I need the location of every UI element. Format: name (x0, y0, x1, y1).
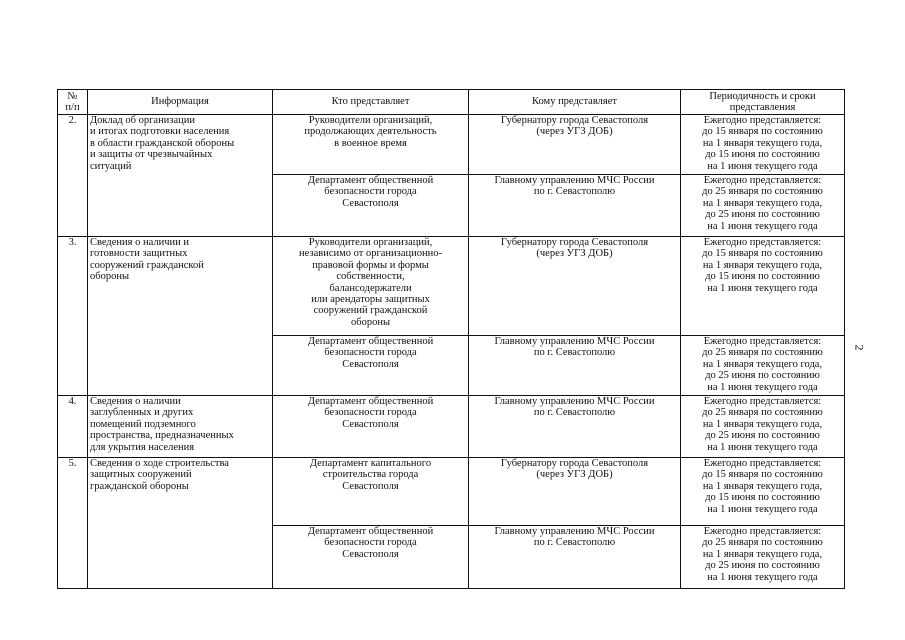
whom-line: Губернатору города Севастополя (500, 237, 649, 248)
whom-line: по г. Севастополю (533, 186, 616, 198)
whom-cell (469, 458, 681, 526)
period-line: до 15 января по состоянию (702, 248, 823, 260)
period-line: Ежегодно представляется: (703, 115, 822, 126)
who-line: собственности, (336, 271, 405, 283)
table-body (58, 115, 845, 589)
who-cell (273, 336, 469, 396)
who-cell (273, 115, 469, 175)
row-number: 4. (58, 396, 88, 458)
info-line: помещений подземного (90, 418, 196, 430)
period-line: на 1 января текущего года, (702, 259, 823, 271)
who-line: Департамент общественной (307, 336, 434, 347)
whom-line: (через УГЗ ДОБ) (536, 126, 613, 138)
period-cell (681, 458, 845, 526)
period-line: до 15 января по состоянию (702, 126, 823, 138)
whom-cell (469, 237, 681, 336)
header-row (58, 90, 845, 115)
who-line: Департамент общественной (307, 396, 434, 407)
period-line: на 1 января текущего года, (702, 548, 823, 560)
who-line: безопасности города (324, 537, 417, 549)
period-line: на 1 января текущего года, (702, 480, 823, 492)
info-line: Сведения о ходе строительства (90, 458, 229, 469)
table-row (58, 396, 845, 458)
who-cell (273, 458, 469, 526)
whom-cell (469, 175, 681, 237)
period-line: на 1 июня текущего года (707, 503, 818, 515)
info-line: готовности защитных (90, 248, 188, 260)
whom-line: (через УГЗ ДОБ) (536, 469, 613, 481)
who-line: Руководители организаций, (308, 237, 433, 248)
period-line: на 1 января текущего года, (702, 418, 823, 430)
info-cell (88, 396, 273, 458)
info-line: Доклад об организации (90, 115, 195, 126)
period-cell (681, 115, 845, 175)
who-cell (273, 526, 469, 589)
period-cell (681, 526, 845, 589)
period-line: Ежегодно представляется: (703, 175, 822, 186)
period-cell (681, 237, 845, 336)
header-who: Кто представляет (273, 90, 469, 115)
who-line: сооружений гражданской (313, 305, 428, 317)
period-line: Ежегодно представляется: (703, 526, 822, 537)
page-number: 2 (852, 344, 867, 351)
info-line: в области гражданской обороны (90, 137, 235, 149)
header-period (681, 90, 845, 115)
period-line: до 15 июня по состоянию (705, 271, 820, 283)
who-line: строительства города (322, 469, 419, 481)
period-line: до 15 января по состоянию (702, 469, 823, 481)
period-line: на 1 июня текущего года (707, 282, 818, 294)
period-line: Ежегодно представляется: (703, 336, 822, 347)
row-number: 3. (58, 237, 88, 396)
whom-line: Губернатору города Севастополя (500, 115, 649, 126)
period-line: на 1 января текущего года, (702, 197, 823, 209)
period-line: на 1 июня текущего года (707, 571, 818, 583)
who-line: обороны (350, 316, 391, 328)
period-line: до 15 июня по состоянию (705, 492, 820, 504)
who-line: Департамент общественной (307, 526, 434, 537)
who-line: Севастополя (342, 548, 399, 560)
table-row (58, 237, 845, 336)
whom-cell (469, 336, 681, 396)
period-line: до 25 июня по состоянию (705, 430, 820, 442)
info-line: ситуаций (90, 160, 132, 172)
who-cell (273, 396, 469, 458)
header-num-line: № (67, 90, 78, 102)
who-line: правовой формы и формы (312, 259, 429, 271)
who-line: Департамент капитального (309, 458, 432, 469)
who-line: Севастополя (342, 480, 399, 492)
whom-line: по г. Севастополю (533, 537, 616, 549)
info-cell (88, 458, 273, 589)
info-line: сооружений гражданской (90, 259, 204, 271)
info-cell (88, 237, 273, 396)
row-number: 2. (58, 115, 88, 237)
period-line: на 1 июня текущего года (707, 441, 818, 453)
whom-line: Главному управлению МЧС России (494, 526, 655, 537)
period-line: до 25 июня по состоянию (705, 370, 820, 382)
period-line: на 1 июня текущего года (707, 160, 818, 172)
period-line: до 25 января по состоянию (702, 347, 823, 359)
info-line: пространства, предназначенных (90, 430, 234, 442)
table-row (58, 115, 845, 175)
who-line: балансодержатели (329, 282, 412, 294)
whom-line: (через УГЗ ДОБ) (536, 248, 613, 260)
period-line: на 1 июня текущего года (707, 381, 818, 393)
period-line: на 1 июня текущего года (707, 220, 818, 232)
info-line: и защиты от чрезвычайных (90, 149, 213, 161)
whom-cell (469, 396, 681, 458)
info-line: гражданской обороны (90, 480, 189, 492)
period-line: Ежегодно представляется: (703, 237, 822, 248)
who-line: Руководители организаций, (308, 115, 433, 126)
period-line: до 15 июня по состоянию (705, 149, 820, 161)
info-line: обороны (90, 271, 130, 283)
period-line: Ежегодно представляется: (703, 458, 822, 469)
header-info: Информация (88, 90, 273, 115)
period-line: до 25 июня по состоянию (705, 209, 820, 221)
whom-cell (469, 115, 681, 175)
period-cell (681, 175, 845, 237)
header-num (58, 90, 88, 115)
whom-line: по г. Севастополю (533, 347, 616, 359)
who-line: Севастополя (342, 358, 399, 370)
period-line: Ежегодно представляется: (703, 396, 822, 407)
whom-line: Главному управлению МЧС России (494, 336, 655, 347)
period-line: на 1 января текущего года, (702, 137, 823, 149)
period-line: до 25 января по состоянию (702, 407, 823, 419)
header-period-line: представления (729, 102, 796, 113)
info-line: заглубленных и других (90, 407, 194, 419)
table-row (58, 458, 845, 526)
who-line: продолжающих деятельность (304, 126, 437, 138)
period-cell (681, 396, 845, 458)
info-cell (88, 115, 273, 237)
who-line: Севастополя (342, 418, 399, 430)
info-line: и итогах подготовки населения (90, 126, 230, 138)
period-cell (681, 336, 845, 396)
info-line: Сведения о наличии (90, 396, 181, 407)
whom-line: Главному управлению МЧС России (494, 396, 655, 407)
whom-line: Главному управлению МЧС России (494, 175, 655, 186)
whom-line: Губернатору города Севастополя (500, 458, 649, 469)
row-number: 5. (58, 458, 88, 589)
reporting-table (57, 89, 845, 589)
who-line: безопасности города (324, 407, 417, 419)
info-line: защитных сооружений (90, 469, 192, 481)
who-line: Департамент общественной (307, 175, 434, 186)
period-line: до 25 июня по состоянию (705, 560, 820, 572)
info-line: для укрытия населения (90, 441, 195, 453)
who-line: независимо от организационно- (299, 248, 442, 260)
header-period-line: Периодичность и сроки (709, 90, 816, 102)
info-line: Сведения о наличии и (90, 237, 189, 248)
who-line: безопасности города (324, 186, 417, 198)
who-cell (273, 237, 469, 336)
header-whom: Кому представляет (469, 90, 681, 115)
who-line: или арендаторы защитных (311, 294, 430, 306)
header-num-line: п/п (65, 102, 80, 113)
period-line: на 1 января текущего года, (702, 358, 823, 370)
whom-line: по г. Севастополю (533, 407, 616, 419)
who-line: безопасности города (324, 347, 417, 359)
who-cell (273, 175, 469, 237)
period-line: до 25 января по состоянию (702, 537, 823, 549)
whom-cell (469, 526, 681, 589)
who-line: Севастополя (342, 197, 399, 209)
who-line: в военное время (334, 137, 407, 149)
period-line: до 25 января по состоянию (702, 186, 823, 198)
